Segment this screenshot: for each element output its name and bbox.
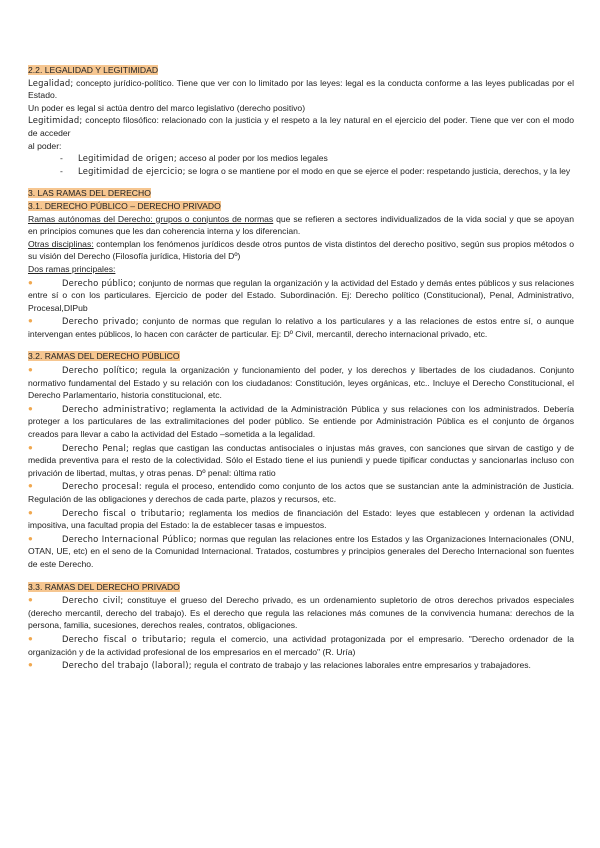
bullet-icon: ●: [28, 533, 33, 543]
paragraph-legalidad: Legalidad; concepto jurídico-político. Tiene que ver con lo limitado por las leyes: legal es la conducta conforme a las leyes publicadas por el Estado.: [28, 77, 574, 101]
section-derecho-privado: [28, 581, 574, 672]
list-item: - Legitimidad de origen; acceso al poder por los medios legales: [60, 153, 328, 164]
section-legalidad: [28, 64, 574, 177]
document-page: [28, 64, 574, 672]
bullet-icon: ●: [28, 595, 33, 605]
list-item: ● Derecho civil; constituye el grueso del Derecho privado, es un ordenamiento supletorio de otros derechos privados especiales (derecho mercantil, derecho del trabajo). Es el derecho que regula las relaciones más comunes de la convivencia humana: derechos de la persona, familia, sucesiones, derechos reales, contratos, obligaciones.: [28, 595, 575, 631]
subsection-heading: 3.1. DERECHO PÚBLICO – DERECHO PRIVADO: [28, 200, 221, 211]
list-item: ● Derecho Internacional Público; normas que regulan las relaciones entre los Estados y las Organizaciones Internacionales (ONU, OTAN, UE, etc) en el seno de la Comunidad Internacional. Tratados, costumbres y principios generales del Derecho Internacional son fuentes de este Derecho.: [28, 533, 574, 569]
list-derecho-publico: [28, 364, 574, 571]
paragraph-poder-legal: Un poder es legal si actúa dentro del marco legislativo (derecho positivo): [28, 102, 306, 113]
list-item: ● Derecho público; conjunto de normas que regulan la organización y la actividad del Estado y demás entes públicos y sus relaciones entre sí o con los particulares. Ejercicio de poder del Estado. Subordinación. Ej: Derecho político (Constitucional), Penal, Administrativo, Procesal,DIPub: [28, 277, 575, 313]
bullet-icon: ●: [28, 633, 33, 643]
bullet-icon: ●: [28, 316, 33, 326]
section-heading: 2.2. LEGALIDAD Y LEGITIMIDAD: [28, 65, 159, 75]
paragraph-ramas-autonomas: Ramas autónomas del Derecho: grupos o conjuntos de normas que se refieren a sectores individualizados de la vida social y que se apoyan en principios comunes que les dan coherencia interna y los diferencian.: [28, 213, 574, 237]
section-heading: 3.3. RAMAS DEL DERECHO PRIVADO: [28, 581, 180, 592]
list-item: ● Derecho administrativo; reglamenta la actividad de la Administración Pública y sus relaciones con los administrados. Debería proteger a los particulares de las extralimitaciones del poder público. Se entiende por Administración Pública es el conjunto de órganos creados para llevar a cabo la actividad del Estado –sometida a la legalidad.: [28, 403, 574, 440]
bullet-icon: ●: [28, 507, 33, 517]
list-derecho-privado: [28, 594, 574, 672]
list-item: ● Derecho fiscal o tributario; reglamenta los medios de financiación del Estado: leyes que establecen y ordenan la actividad impositiva, una facultad propia del Estado: la de establecer tasas e impuestos.: [28, 507, 574, 531]
section-derecho-publico: [28, 350, 574, 570]
paragraph-legitimidad: Legitimidad; concepto filosófico: relacionado con la justicia y el respeto a la ley natural en el ejercicio del poder. Tiene que ver con el modo de acceder: [28, 115, 574, 138]
list-item: ● Derecho del trabajo (laboral); regula el contrato de trabajo y las relaciones laborales entre empresarios y trabajadores.: [28, 660, 531, 671]
bullet-icon: ●: [28, 365, 33, 375]
list-item: ● Derecho procesal: regula el proceso, entendido como conjunto de los actos que se sustancian ante la administración de Justicia. Regulación de las obligaciones y derechos de cada parte, plazos y recursos, etc.: [28, 481, 574, 504]
bullet-icon: ●: [28, 481, 33, 491]
bullet-icon: ●: [28, 660, 33, 670]
list-item: - Legitimidad de ejercicio; se logra o se mantiene por el modo en que se ejerce el poder: respetando justicia, derechos, y la ley: [60, 165, 571, 176]
section-heading: 3.2. RAMAS DEL DERECHO PÚBLICO: [28, 351, 180, 362]
list-item: ● Derecho Penal; reglas que castigan las conductas antisociales o injustas más graves, con sanciones que sirvan de castigo y de medida preventiva para el resto de la colectividad. Sólo el Estado tiene el ius puniendi y puede tipificar conductas y sancionarlas incluso con privación de libertad, multas, y otras penas. Dº penal: última ratio: [28, 442, 574, 478]
section-ramas: [28, 187, 574, 340]
bullet-icon: ●: [28, 442, 33, 452]
paragraph-dos-ramas: Dos ramas principales:: [28, 263, 116, 274]
list-item: ● Derecho político; regula la organización y funcionamiento del poder, y los derechos y libertades de los ciudadanos. Conjunto normativo fundamental del Estado y su relación con los ciudadanos: Constitución, leyes orgánicas, etc.. Incluye el Derecho Constitucional, el Derecho Parlamentario, historia constitucional, etc.: [28, 365, 574, 401]
list-item: ● Derecho privado; conjunto de normas que regulan lo relativo a los particulares y a las relaciones de estos entre sí, o aunque intervengan entes públicos, lo hacen con carácter de particular. Ej: Dº Civil, mercantil, derecho internacional privado, etc.: [28, 316, 574, 339]
paragraph-al-poder: al poder:: [28, 140, 62, 151]
bullet-icon: ●: [28, 277, 33, 287]
bullet-icon: ●: [28, 403, 33, 413]
section-heading: 3. LAS RAMAS DEL DERECHO: [28, 188, 151, 199]
paragraph-otras-disciplinas: Otras disciplinas: contemplan los fenómenos jurídicos desde otros puntos de vista distintos del derecho positivo, según sus propios métodos o su visión del Derecho (Filosofía jurídica, Historia del Dº): [28, 238, 574, 262]
list-item: ● Derecho fiscal o tributario; regula el comercio, una actividad protagonizada por el empresario. "Derecho ordenador de la organización y de la actividad profesional de los empresarios en el mercado" (R. Uría): [28, 633, 574, 657]
